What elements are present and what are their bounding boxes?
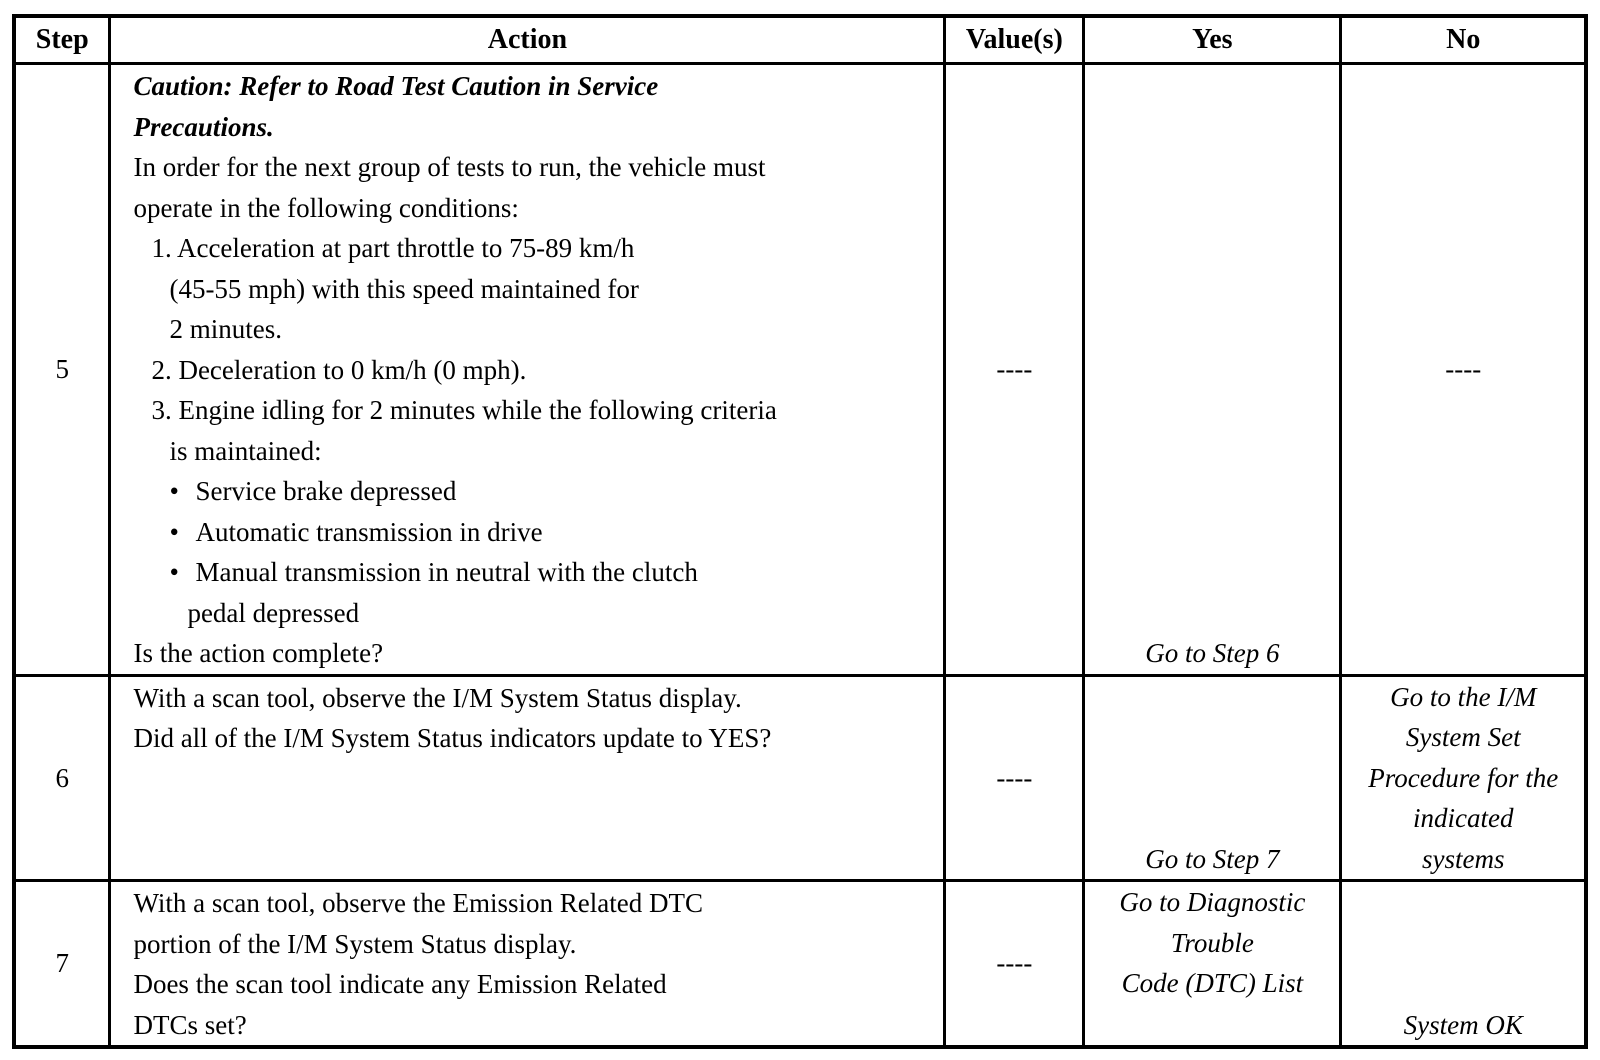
- yes-cell: Go to Step 6: [1084, 64, 1341, 676]
- instruction-text: With a scan tool, observe the Emission Related DTC: [133, 888, 703, 918]
- list-item-continued: 2 minutes.: [169, 314, 282, 344]
- value-cell: ----: [945, 881, 1084, 1048]
- caution-text: Caution: Refer to Road Test Caution in Service: [133, 71, 659, 101]
- table-row-step-5: [14, 64, 1586, 676]
- list-item: 1. Acceleration at part throttle to 75-89 km/h: [151, 233, 635, 263]
- list-item: 2. Deceleration to 0 km/h (0 mph).: [151, 354, 527, 385]
- table-row-step-6: [14, 675, 1586, 881]
- table-row-step-7: [14, 881, 1586, 1048]
- header-action: Action: [110, 16, 945, 64]
- question-text: Did all of the I/M System Status indicators update to YES?: [133, 723, 772, 753]
- bullet-text-continued: pedal depressed: [187, 597, 360, 628]
- header-no: No: [1341, 16, 1586, 64]
- bullet-icon: •: [169, 557, 179, 587]
- no-text: System Set: [1405, 722, 1521, 752]
- yes-text: Go to Diagnostic: [1119, 887, 1306, 917]
- diagnostic-table: [12, 14, 1588, 1049]
- instruction-text: operate in the following conditions:: [133, 192, 519, 223]
- no-cell: System OK: [1341, 881, 1586, 1048]
- header-values: Value(s): [945, 16, 1084, 64]
- header-step: Step: [14, 16, 110, 64]
- list-item: 3. Engine idling for 2 minutes while the following criteria: [151, 395, 777, 425]
- list-item-continued: is maintained:: [169, 435, 322, 466]
- yes-cell: [1084, 881, 1341, 1048]
- header-yes: Yes: [1084, 16, 1341, 64]
- bullet-item: [133, 471, 933, 512]
- action-cell: [110, 675, 945, 881]
- no-text: Go to the I/M: [1390, 681, 1537, 712]
- instruction-text: In order for the next group of tests to run, the vehicle must: [133, 152, 766, 182]
- yes-text: Code (DTC) List: [1121, 968, 1304, 998]
- no-text: indicated: [1413, 803, 1514, 833]
- instruction-text: With a scan tool, observe the I/M System Status display.: [133, 682, 742, 713]
- question-text: DTCs set?: [133, 1009, 247, 1040]
- step-number: 5: [14, 64, 110, 676]
- action-cell: [110, 64, 945, 676]
- bullet-text: Manual transmission in neutral with the clutch: [195, 557, 698, 587]
- bullet-item: [133, 512, 933, 553]
- no-text: Procedure for the: [1368, 762, 1559, 793]
- no-cell: ----: [1341, 64, 1586, 676]
- header-row: [14, 16, 1586, 64]
- question-text: Does the scan tool indicate any Emission Related: [133, 969, 667, 999]
- bullet-icon: •: [169, 476, 179, 506]
- bullet-item: [133, 552, 933, 593]
- step-number: 7: [14, 881, 110, 1048]
- bullet-icon: •: [169, 516, 179, 547]
- yes-text: Trouble: [1170, 927, 1254, 958]
- bullet-text: Automatic transmission in drive: [195, 516, 543, 547]
- no-text: systems: [1421, 843, 1505, 874]
- value-cell: ----: [945, 64, 1084, 676]
- action-cell: [110, 881, 945, 1048]
- instruction-text: portion of the I/M System Status display.: [133, 928, 577, 959]
- yes-cell: Go to Step 7: [1084, 675, 1341, 881]
- caution-text: Precautions.: [133, 111, 274, 142]
- value-cell: ----: [945, 675, 1084, 881]
- list-item-continued: (45-55 mph) with this speed maintained for: [169, 273, 639, 304]
- bullet-text: Service brake depressed: [195, 476, 457, 506]
- question-text: Is the action complete?: [133, 638, 384, 668]
- no-cell: [1341, 675, 1586, 881]
- step-number: 6: [14, 675, 110, 881]
